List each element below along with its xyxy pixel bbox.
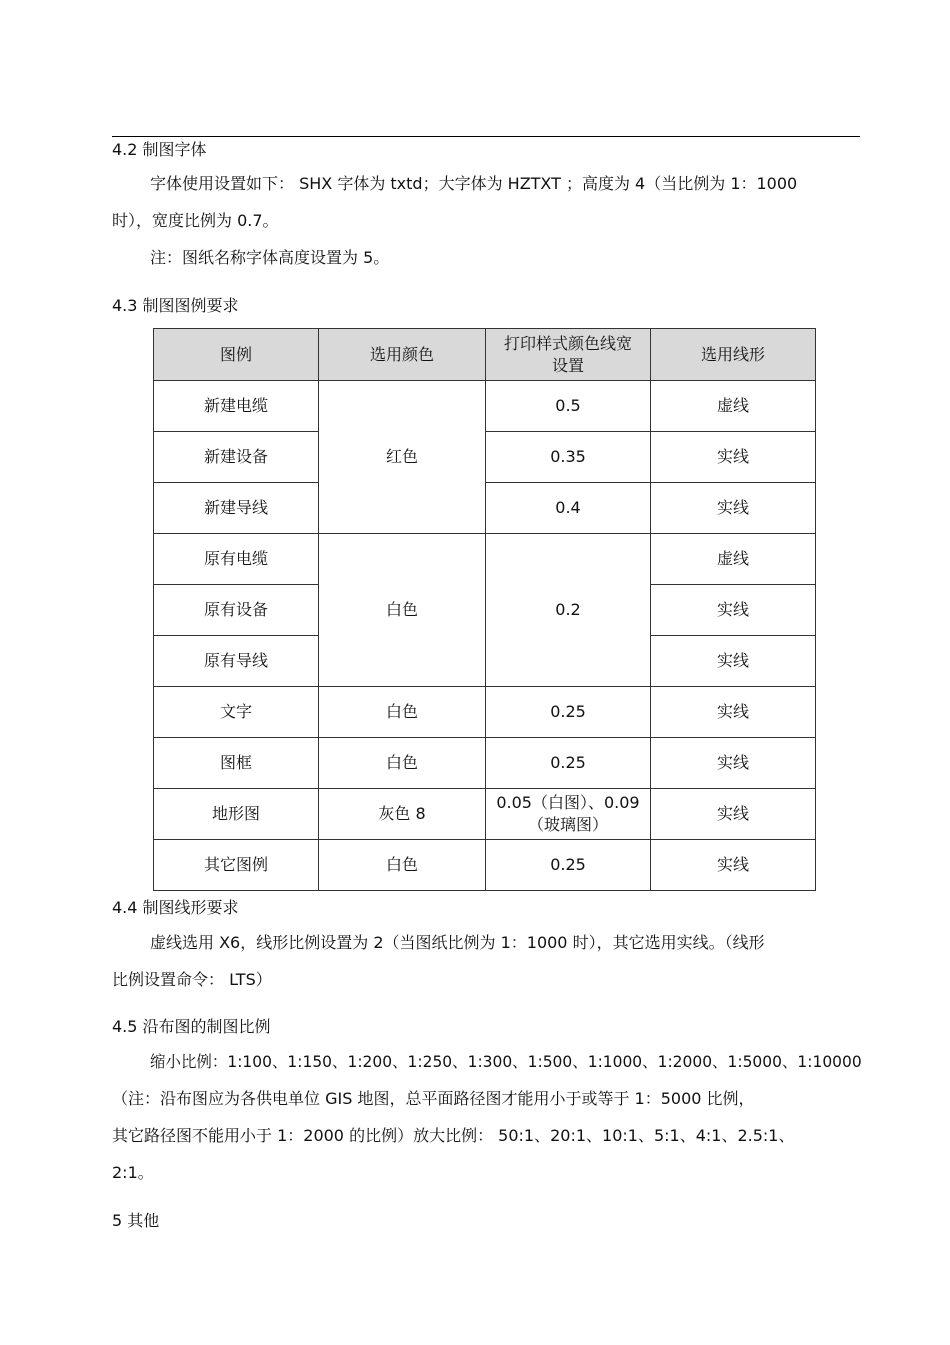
color-cell: 白色 (319, 738, 486, 789)
table-header-row (154, 329, 816, 381)
header-cell-print-width-text: 打印样式颜色线宽设置 (503, 333, 632, 375)
legend-cell: 地形图 (154, 789, 319, 840)
linetype-cell: 实线 (651, 585, 816, 636)
linetype-line-2: 比例设置命令： LTS） (112, 970, 272, 989)
legend-cell: 原有电缆 (154, 534, 319, 585)
font-settings-line-2: 时），宽度比例为 0.7。 (112, 211, 279, 230)
legend-cell: 原有设备 (154, 585, 319, 636)
color-cell: 白色 (319, 534, 486, 687)
table-row (154, 381, 816, 432)
linetype-cell: 实线 (651, 483, 816, 534)
width-cell (486, 789, 651, 840)
section-4-3-heading: 4.3 制图图例要求 (112, 296, 239, 315)
legend-cell: 新建设备 (154, 432, 319, 483)
width-cell: 0.25 (486, 738, 651, 789)
linetype-cell: 实线 (651, 789, 816, 840)
scale-line-4: 2:1。 (112, 1163, 154, 1182)
table-row (154, 840, 816, 891)
font-settings-line-1: 字体使用设置如下： SHX 字体为 txtd；大字体为 HZTXT ；高度为 4（当比例为 1：1000 (150, 174, 798, 193)
table-row (154, 789, 816, 840)
width-cell-text: 0.05（白图）、0.09（玻璃图） (496, 793, 640, 834)
width-cell: 0.2 (486, 534, 651, 687)
linetype-cell: 虚线 (651, 381, 816, 432)
linetype-cell: 实线 (651, 636, 816, 687)
linetype-cell: 实线 (651, 840, 816, 891)
scale-line-2: （注：沿布图应为各供电单位 GIS 地图，总平面路径图才能用小于或等于 1：5000 比例， (112, 1089, 755, 1108)
header-cell-color: 选用颜色 (319, 329, 486, 381)
legend-cell: 文字 (154, 687, 319, 738)
linetype-cell: 虚线 (651, 534, 816, 585)
table-row (154, 738, 816, 789)
color-cell: 白色 (319, 840, 486, 891)
width-cell: 0.35 (486, 432, 651, 483)
header-cell-legend: 图例 (154, 329, 319, 381)
section-4-2-heading: 4.2 制图字体 (112, 140, 207, 159)
color-cell: 灰色 8 (319, 789, 486, 840)
color-cell: 白色 (319, 687, 486, 738)
legend-cell: 新建电缆 (154, 381, 319, 432)
header-cell-print-width (486, 329, 651, 381)
header-cell-linetype: 选用线形 (651, 329, 816, 381)
width-cell: 0.4 (486, 483, 651, 534)
legend-cell: 新建导线 (154, 483, 319, 534)
legend-cell: 图框 (154, 738, 319, 789)
section-4-4-heading: 4.4 制图线形要求 (112, 898, 239, 917)
header-rule (112, 136, 860, 137)
font-note: 注：图纸名称字体高度设置为 5。 (150, 248, 390, 267)
linetype-cell: 实线 (651, 687, 816, 738)
legend-cell: 原有导线 (154, 636, 319, 687)
table-row (154, 534, 816, 585)
linetype-cell: 实线 (651, 738, 816, 789)
width-cell: 0.25 (486, 840, 651, 891)
section-5-heading: 5 其他 (112, 1211, 160, 1230)
width-cell: 0.25 (486, 687, 651, 738)
scale-line-3: 其它路径图不能用小于 1：2000 的比例）放大比例： 50:1、20:1、10:1、5:1、4:1、2.5:1、 (112, 1126, 795, 1145)
table-row (154, 687, 816, 738)
width-cell: 0.5 (486, 381, 651, 432)
linetype-line-1: 虚线选用 X6，线形比例设置为 2（当图纸比例为 1：1000 时），其它选用实线。（线形 (150, 933, 765, 952)
legend-cell: 其它图例 (154, 840, 319, 891)
scale-line-1: 缩小比例：1:100、1:150、1:200、1:250、1:300、1:500、1:1000、1:2000、1:5000、1:10000 (150, 1052, 862, 1071)
legend-table (153, 328, 816, 891)
linetype-cell: 实线 (651, 432, 816, 483)
section-4-5-heading: 4.5 沿布图的制图比例 (112, 1017, 271, 1036)
color-cell: 红色 (319, 381, 486, 534)
